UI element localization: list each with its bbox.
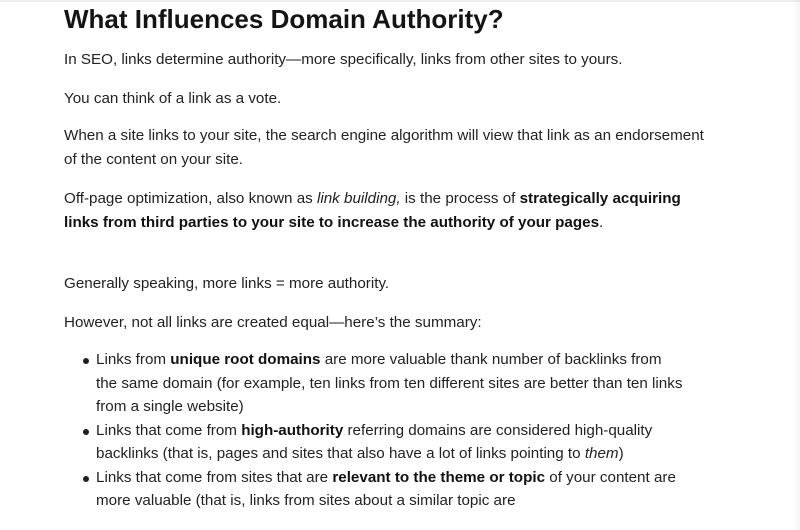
section-heading: What Influences Domain Authority? [64,4,504,34]
strong-root-domains: unique root domains [170,351,321,368]
list-item [64,419,686,466]
text-segment: Links that come from sites that are [96,468,333,486]
text-segment: Links from [96,351,171,368]
paragraph-off-page [64,187,714,234]
paragraph-link-vote: You can think of a link as a vote. [64,90,282,107]
scroll-edge [792,0,800,530]
text-segment: Off-page optimization, also known as [64,190,317,207]
top-divider [0,0,800,2]
strong-strategy: strategically acquiring links from third parties to your site to increase the authority of your pages [64,190,681,231]
text-segment: referring domains are considered high-quality backlinks (that is, pages and sites that also have a lot of links pointing to [96,421,653,462]
text-segment: Links that come from [96,421,242,439]
list-item [64,348,686,419]
bullet-icon [83,358,89,364]
strong-high-authority: high-authority [241,421,344,439]
strong-relevant-topic: relevant to the theme or topic [332,468,546,486]
paragraph-endorsement: When a site links to your site, the search engine algorithm will view that link as an endorsement of the content on your site. [64,127,704,168]
text-segment: of your content are more valuable (that is, links from sites about a similar topic are [96,468,676,509]
emphasis-link-building: link building, [316,190,401,207]
list-item [64,466,686,513]
paragraph-links-authority: In SEO, links determine authority—more specifically, links from other sites to yours. [64,51,623,68]
emphasis-them: them [584,445,619,462]
text-segment: is the process of [400,190,520,207]
text-segment: . [599,213,604,231]
bullet-icon [83,429,89,435]
text-segment: ) [618,445,624,462]
summary-list [64,348,744,513]
text-segment: are more valuable thank number of backlinks from the same domain (for example, ten links from ten different sites are better than ten links from a single website) [96,351,683,415]
paragraph-summary-intro: However, not all links are created equal—here’s the summary: [64,314,482,331]
bullet-icon [83,476,89,482]
paragraph-more-links: Generally speaking, more links = more authority. [64,275,390,292]
